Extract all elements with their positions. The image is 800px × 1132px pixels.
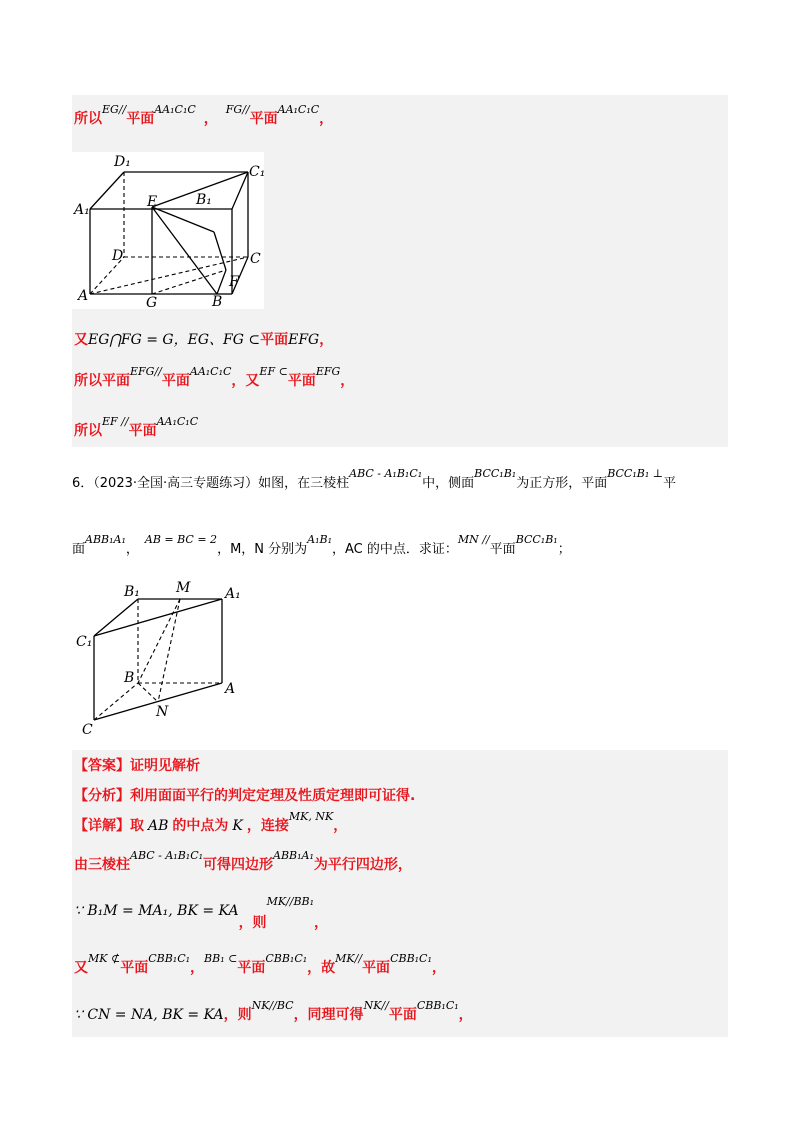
text: 平面 [237,960,266,976]
hidden-edge [138,599,180,683]
label-c: C [82,722,93,738]
edge [94,599,138,636]
math: EFG// [130,365,162,378]
math: MK// [335,952,363,965]
text-line [74,103,334,128]
text: 所以平面 [74,373,130,389]
text: 平 [663,476,677,491]
label-c1: C₁ [249,164,264,180]
label-a: A [225,681,236,697]
math: AB = BC = 2 [144,533,218,546]
text: 为平行四边形， [313,857,412,873]
label-b: B [212,294,223,309]
text-line [74,365,355,390]
math: K [232,818,243,834]
text: ， [190,960,205,976]
text: 面 [72,542,86,557]
label-a1: A₁ [74,202,90,218]
math: EG⋂FG = G，EG、FG ⊂ [88,332,261,348]
text: ，M，N 分别为 [217,542,308,557]
text: 平面 [260,332,289,348]
text: 平面 [161,373,190,389]
math: BCC₁B₁ [474,467,517,480]
text: 平面 [388,1007,417,1023]
math: AA₁C₁C [189,365,232,378]
math: ABB₁A₁ [85,533,126,546]
text: ， [458,1007,473,1023]
math: BCC₁B₁ ⊥ [607,467,664,480]
text: ，同理可得 [293,1007,364,1023]
cuboid-diagram [72,152,264,309]
text: 又 [74,960,88,976]
detail-line [74,999,473,1024]
text: 【详解】取 [74,818,144,834]
label-f: F [229,274,239,290]
text: ， [314,915,329,931]
text: 又 [74,332,88,348]
text: 平面 [249,111,278,127]
math: AA₁C₁C [154,103,196,116]
math: CBB₁C₁ [416,999,459,1012]
text: 所以 [74,423,102,439]
math: ABC - A₁B₁C₁ [349,467,423,480]
math: MN // [457,533,490,546]
label-b1: B₁ [124,584,140,600]
label-a1: A₁ [225,586,241,602]
text: 平面 [287,373,316,389]
edge [90,172,124,209]
text: ， [333,818,348,834]
hidden-edge [138,683,158,702]
math: AA₁C₁C [156,415,199,428]
math: AA₁C₁C [277,103,320,116]
detail-line [74,895,329,931]
text: 中，侧面 [422,476,475,491]
text: 平面 [120,960,149,976]
label-g: G [146,295,158,309]
math: ABB₁A₁ [273,849,314,862]
text: 平面 [362,960,391,976]
text: ，故 [307,960,336,976]
detail-line [74,849,412,874]
math: CBB₁C₁ [265,952,308,965]
label-d1: D₁ [114,154,131,170]
math: ∵ CN = NA, BK = KA [74,1007,224,1023]
text: ， [340,373,355,389]
analysis-label: 【分析】利用面面平行的判定定理及性质定理即可证得. [74,788,416,804]
math: CBB₁C₁ [390,952,432,965]
label-b: B [124,670,135,686]
text: 所以 [74,111,102,127]
prism-figure [72,578,252,740]
text-line [74,415,199,440]
text: ，则 [223,1007,252,1023]
text: 为正方形，平面 [516,476,608,491]
math: BCC₁B₁ [515,533,558,546]
prism-diagram [72,578,252,740]
math: MK ⊄ [88,952,121,965]
math: AB [148,818,169,834]
math: ∵ B₁M = MA₁, BK = KA [74,903,239,919]
math: ABC - A₁B₁C₁ [130,849,204,862]
text: 可得四边形 [203,857,274,873]
math: BB₁ ⊂ [204,952,238,965]
label-n: N [156,704,169,720]
text: ，AC 的中点．求证： [332,542,458,557]
edge [217,270,226,294]
label-a: A [78,288,89,304]
math: CBB₁C₁ [148,952,191,965]
text: ，连接 [246,818,289,834]
math: MK//BB₁ [266,895,315,908]
label-e: E [147,194,158,210]
label-c: C [250,251,261,267]
math: EG// [102,103,127,116]
text: ， [431,960,446,976]
text-line [74,329,333,349]
edge [94,599,222,636]
math: MK, NK [288,810,334,823]
text: ， [319,332,334,348]
text: 平面 [489,542,516,557]
text: 由三棱柱 [74,857,130,873]
text: ， [125,542,139,557]
label-m: M [176,580,191,596]
text: ， [203,111,218,127]
detail-line [74,952,446,977]
math: FG// [225,103,250,116]
text: ， [319,111,334,127]
math: A₁B₁ [307,533,332,546]
detail-line [74,810,348,835]
math: EFG [288,332,320,348]
question-6-line-2 [72,533,571,557]
cuboid-figure [72,152,264,309]
math: EF ⊂ [259,365,288,378]
label-d: D [112,248,124,264]
math: EFG [315,365,341,378]
text: 的中点为 [172,818,229,834]
text: 平面 [126,111,155,127]
answer-line [74,755,200,775]
text: ，则 [238,915,267,931]
question-6-line-1 [72,467,677,491]
label-b1: B₁ [196,192,212,208]
math: EF // [102,415,129,428]
label-c1: C₁ [76,634,93,650]
answer-label: 【答案】证明见解析 [74,758,200,774]
text: ； [557,542,571,557]
analysis-line [74,785,415,805]
math: NK//BC [251,999,294,1012]
text: 平面 [128,423,157,439]
math: NK// [363,999,389,1012]
text: 6．（2023·全国·高三专题练习）如图，在三棱柱 [72,476,350,491]
hidden-edge [94,683,138,720]
text: ，又 [231,373,260,389]
